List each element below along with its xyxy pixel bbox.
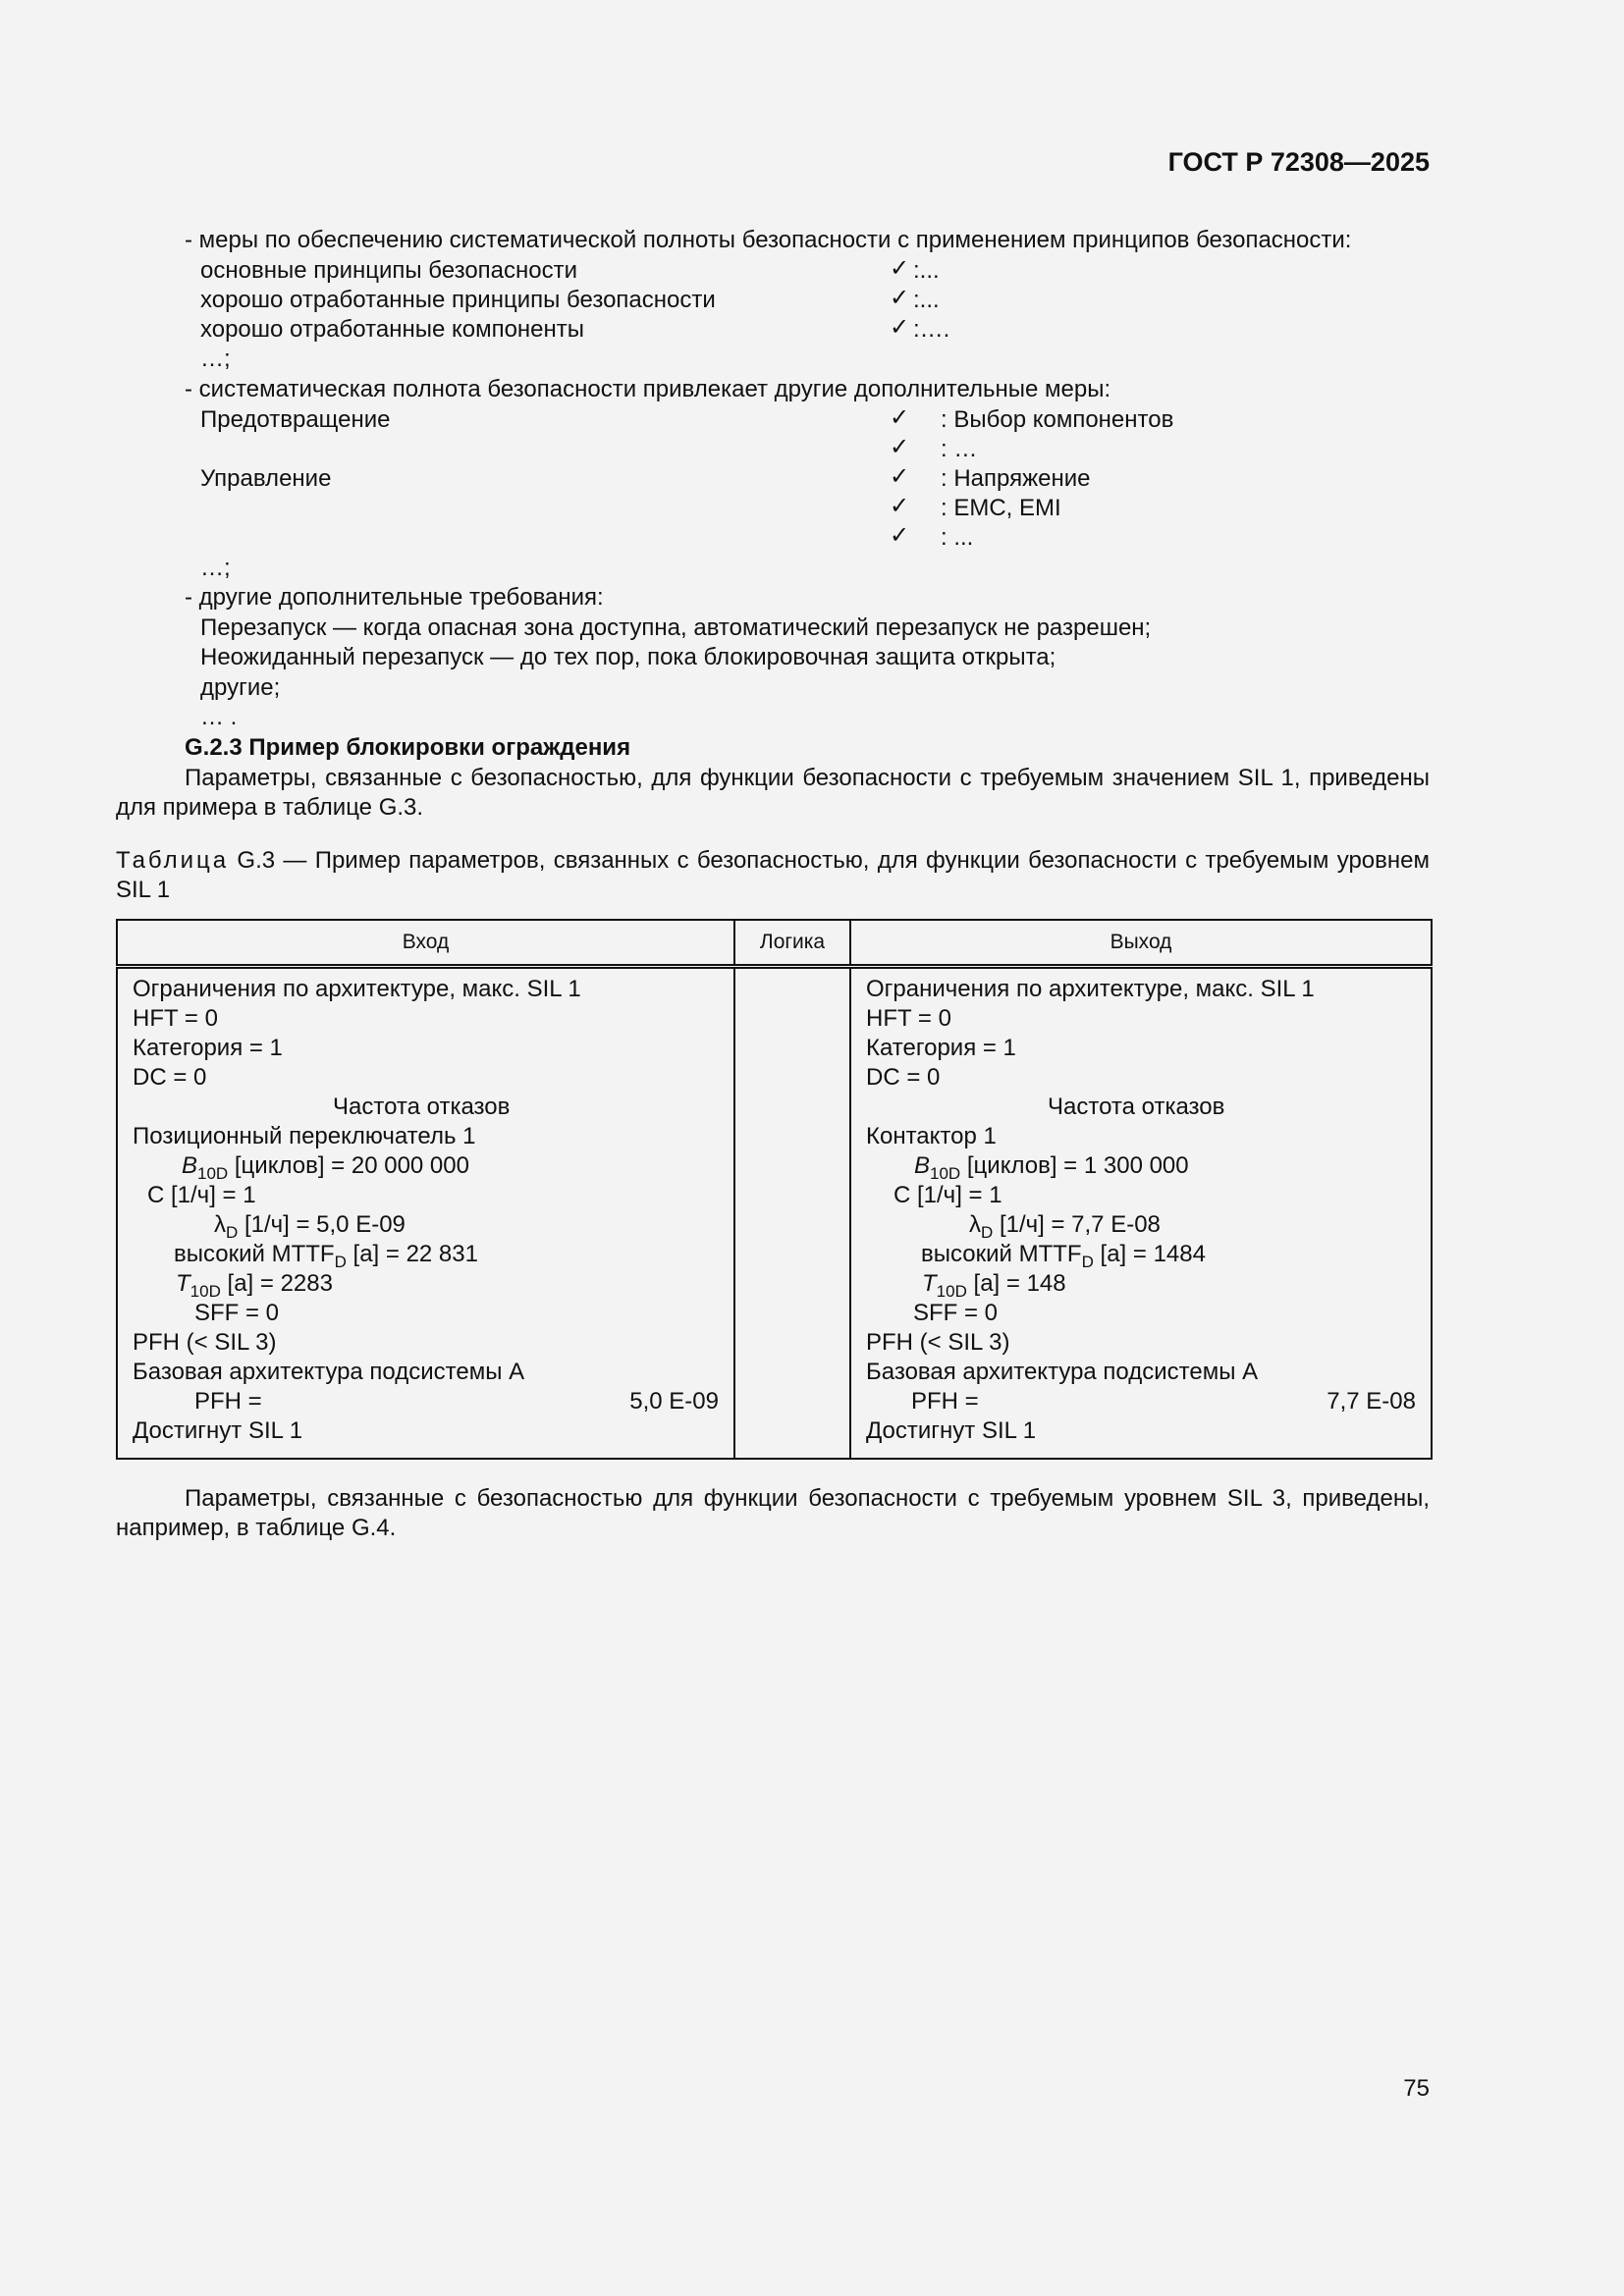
check-icon: ✓ — [890, 284, 910, 311]
pfh-value: 5,0 E-09 — [629, 1388, 719, 1415]
category: Категория = 1 — [866, 1035, 1016, 1061]
section-paragraph: Параметры, связанные с безопасностью, для функции безопасности с требуемым значением SIL 1, приведены для примера в таблице G.3. — [116, 765, 1430, 821]
pfh-label: PFH = — [194, 1388, 262, 1415]
bullet-other-requirements: - другие дополнительные требования: — [185, 584, 604, 611]
category: Категория = 1 — [133, 1035, 283, 1061]
pfh-value: 7,7 E-08 — [1326, 1388, 1416, 1415]
b10d: $B_{10D}$ [циклов] = 1 300 000 — [914, 1152, 1189, 1183]
requirement-item: Перезапуск — когда опасная зона доступна, автоматический перезапуск не разрешен; — [200, 614, 1152, 641]
section-heading: G.2.3 Пример блокировки ограждения — [185, 734, 631, 761]
pfh-label: PFH = — [911, 1388, 979, 1415]
hft: HFT = 0 — [133, 1005, 218, 1032]
t10d: $T_{10D}$ [a] = 2283 — [176, 1270, 333, 1301]
check-icon: ✓ — [890, 313, 910, 341]
item-label: хорошо отработанные принципы безопасности — [200, 287, 716, 313]
check-icon: ✓ — [890, 254, 910, 282]
pfh-limit: PFH (< SIL 3) — [866, 1329, 1010, 1356]
control-label: Управление — [200, 465, 332, 492]
check-icon: ✓ — [890, 521, 910, 549]
failure-rate-title: Частота отказов — [1048, 1094, 1225, 1120]
column-header-output: Выход — [850, 920, 1432, 967]
output-cell — [850, 967, 1432, 1460]
caption-prefix: Таблица — [116, 847, 230, 874]
sff: SFF = 0 — [913, 1300, 999, 1326]
item-value: :... — [913, 257, 940, 284]
prevention-label: Предотвращение — [200, 406, 391, 433]
column-header-input: Вход — [117, 920, 734, 967]
item-value: :…. — [913, 316, 950, 343]
c-rate: C [1/ч] = 1 — [893, 1182, 1002, 1208]
arch-limit: Ограничения по архитектуре, макс. SIL 1 — [133, 976, 581, 1002]
ellipsis: …; — [200, 346, 231, 372]
b10d: $B_{10D}$ [циклов] = 20 000 000 — [182, 1152, 469, 1183]
check-icon: ✓ — [890, 433, 910, 460]
measure-value: : ... — [941, 524, 974, 551]
failure-rate-title: Частота отказов — [333, 1094, 511, 1120]
parameters-table — [116, 919, 1433, 1460]
measure-value: : … — [941, 436, 978, 462]
requirement-item: другие; — [200, 674, 281, 701]
requirement-item: Неожиданный перезапуск — до тех пор, пока блокировочная защита открыта; — [200, 644, 1056, 670]
base-architecture: Базовая архитектура подсистемы A — [866, 1359, 1259, 1385]
t10d: $T_{10D}$ [a] = 148 — [922, 1270, 1066, 1301]
arch-limit: Ограничения по архитектуре, макс. SIL 1 — [866, 976, 1315, 1002]
base-architecture: Базовая архитектура подсистемы A — [133, 1359, 525, 1385]
bullet-safety-principles: - меры по обеспечению систематической полноты безопасности с применением принципов безопасности: — [185, 227, 1352, 253]
ellipsis: …; — [200, 555, 231, 581]
sff: SFF = 0 — [194, 1300, 280, 1326]
component-name: Контактор 1 — [866, 1123, 997, 1149]
lambda-d: $\lambda_D$ [1/ч] = 5,0 E-09 — [214, 1211, 406, 1242]
c-rate: C [1/ч] = 1 — [147, 1182, 256, 1208]
dc: DC = 0 — [133, 1064, 207, 1091]
page-number: 75 — [1403, 2075, 1430, 2102]
mttfd: высокий $MTTF_D$ [a] = 22 831 — [174, 1241, 478, 1271]
measure-value: : EMC, EMI — [941, 495, 1061, 521]
sil-achieved: Достигнут SIL 1 — [866, 1417, 1037, 1444]
pfh-limit: PFH (< SIL 3) — [133, 1329, 277, 1356]
caption-text: G.3 — Пример параметров, связанных с безопасностью, для функции безопасности с требуемым уровнем SIL 1 — [116, 847, 1430, 903]
input-cell — [117, 967, 734, 1460]
logic-cell — [734, 967, 850, 1460]
item-value: :... — [913, 287, 940, 313]
closing-paragraph: Параметры, связанные с безопасностью для функции безопасности с требуемым уровнем SIL 3, приведены, например, в таблице G.4. — [116, 1485, 1430, 1541]
hft: HFT = 0 — [866, 1005, 951, 1032]
sil-achieved: Достигнут SIL 1 — [133, 1417, 303, 1444]
document-header: ГОСТ Р 72308—2025 — [1167, 147, 1430, 177]
mttfd: высокий $MTTF_D$ [a] = 1484 — [921, 1241, 1206, 1271]
measure-value: : Напряжение — [941, 465, 1091, 492]
bullet-additional-measures: - систематическая полнота безопасности привлекает другие дополнительные меры: — [185, 376, 1111, 402]
lambda-d: $\lambda_D$ [1/ч] = 7,7 E-08 — [969, 1211, 1161, 1242]
table-caption — [116, 846, 1430, 905]
dc: DC = 0 — [866, 1064, 941, 1091]
check-icon: ✓ — [890, 403, 910, 431]
requirement-item: … . — [200, 704, 238, 730]
component-name: Позиционный переключатель 1 — [133, 1123, 476, 1149]
check-icon: ✓ — [890, 492, 910, 519]
check-icon: ✓ — [890, 462, 910, 490]
item-label: основные принципы безопасности — [200, 257, 578, 284]
column-header-logic: Логика — [734, 920, 850, 967]
measure-value: : Выбор компонентов — [941, 406, 1174, 433]
item-label: хорошо отработанные компоненты — [200, 316, 585, 343]
